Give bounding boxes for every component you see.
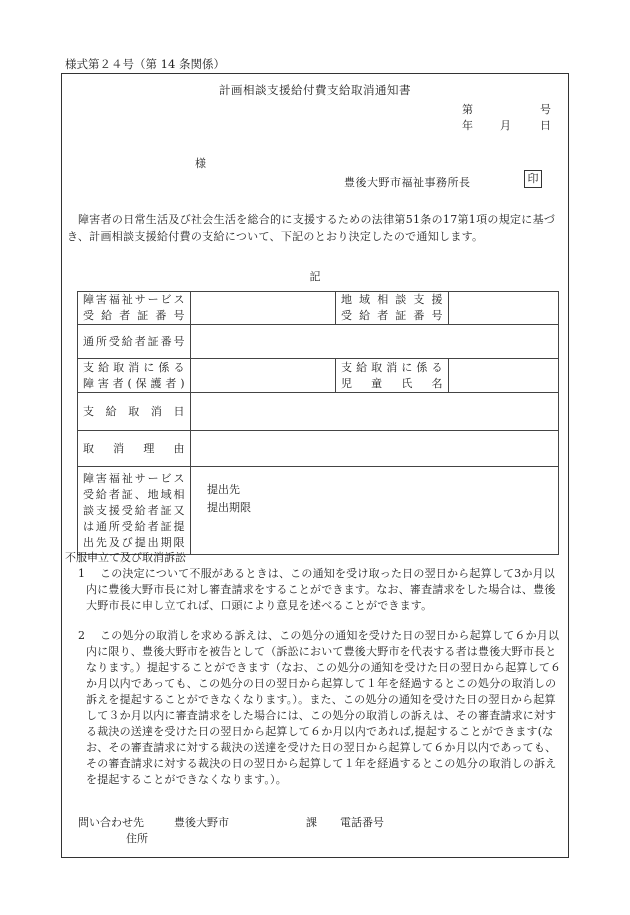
label-day-service-cert: 通所受給者証番号 — [78, 325, 191, 359]
submit-to-label: 提出先 — [207, 483, 240, 496]
table-row — [78, 393, 559, 431]
contact-city: 豊後大野市 — [174, 816, 229, 829]
document-title: 計画相談支援給付費支給取消通知書 — [219, 83, 411, 97]
value-child-name — [449, 359, 559, 393]
date-year: 年 — [462, 119, 473, 132]
label-cancel-date: 支給取消日 — [78, 393, 191, 431]
label-person: 支給取消に係る 障害者(保護者) — [78, 359, 191, 393]
addressee-suffix: 様 — [195, 157, 206, 170]
seal-mark: 印 — [524, 170, 542, 188]
table-row — [78, 467, 559, 555]
label-child-name: 支給取消に係る 児童氏名 — [336, 359, 449, 393]
ki-heading: 記 — [309, 270, 321, 283]
item-text: この決定について不服があるときは、この通知を受け取った日の翌日から起算して3か月以内に豊後大野市長に対し審査請求をすることができます。なお、審査請求をした場合は、豊後大野市長に申し立てれば、口頭により意見を述べることができます。 — [86, 567, 556, 612]
label-cancel-reason: 取消理由 — [78, 431, 191, 467]
item-number: 2 — [78, 629, 86, 642]
doc-number-prefix: 第 — [462, 103, 473, 116]
label-regional-cert: 地域相談支援 受給者証番号 — [336, 292, 449, 325]
appeal-heading: 不服申立て及び取消訴訟 — [65, 551, 186, 564]
table-row — [78, 292, 559, 325]
label-service-cert: 障害福祉サービス 受給者証番号 — [78, 292, 191, 325]
date-month: 月 — [500, 119, 511, 132]
contact-label: 問い合わせ先 — [78, 816, 144, 829]
table-row — [78, 431, 559, 467]
label-submission: 障害福祉サービス 受給者証、地域相 談支援受給者証又 は通所受給者証提 出先及び提出期限 — [78, 467, 191, 555]
contact-phone: 電話番号 — [340, 816, 384, 829]
value-cancel-reason — [191, 431, 559, 467]
issuer-name: 豊後大野市福祉事務所長 — [344, 176, 471, 189]
value-regional-cert — [449, 292, 559, 325]
contact-address: 住所 — [126, 832, 148, 845]
value-service-cert — [191, 292, 336, 325]
list-item — [78, 628, 564, 788]
value-day-service-cert — [191, 325, 559, 359]
value-person — [191, 359, 336, 393]
details-table — [77, 291, 559, 555]
list-item — [78, 566, 564, 614]
value-submission — [191, 467, 559, 555]
item-number: 1 — [78, 567, 86, 580]
notice-body: 障害者の日常生活及び社会生活を総合的に支援するための法律第51条の17第1項の規定に基づき、計画相談支援給付費の支給について、下記のとおり決定したので通知します。 — [67, 213, 556, 243]
deadline-label: 提出期限 — [207, 501, 251, 514]
table-row — [78, 325, 559, 359]
value-cancel-date — [191, 393, 559, 431]
contact-dept: 課 — [306, 816, 317, 829]
item-text: この処分の取消しを求める訴えは、この処分の通知を受けた日の翌日から起算して６か月以内に限り、豊後大野市を被告として（訴訟において豊後大野市を代表する者は豊後大野市長となります。）提起することができます（なお、この処分の通知を受けた日の翌日から起算して６か月以内であっても、この処分の日の翌日から起算して１年を経過するとこの処分の取消しの訴えを提起することができなくなります。）。また、この処分の通知を受けた日の翌日から起算して３か月以内に審査請求をした場合には、この処分の取消しの訴えは、その審査請求に対する裁決の送達を受けた日の翌日から起算して６か月以内であれば,提起することができます(なお、その審査請求に対する裁決の送達を受けた日の翌日から起算して６か月以内であっても、その審査請求に対する裁決の日の翌日から起算して１年を経過するとこの処分の取消しの訴えを提起することができなくなります。）。 — [86, 629, 562, 786]
date-day: 日 — [540, 119, 551, 132]
doc-number-suffix: 号 — [540, 103, 551, 116]
form-number: 様式第２４号（第 14 条関係） — [65, 57, 225, 71]
table-row — [78, 359, 559, 393]
